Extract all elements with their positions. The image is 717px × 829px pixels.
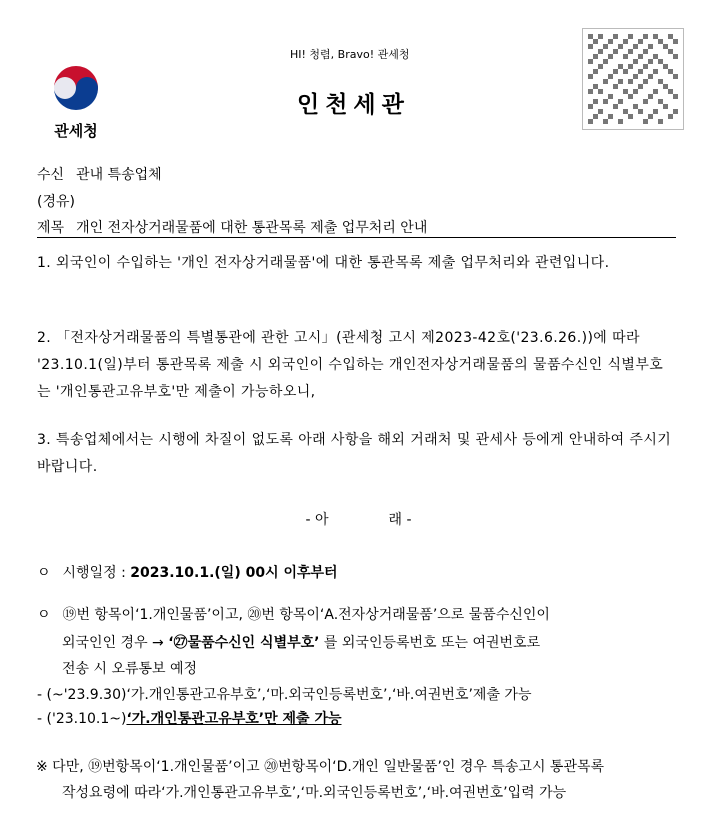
dash-line-2 xyxy=(37,708,342,728)
dash-line-2-date: - ('23.10.1~) xyxy=(37,711,127,727)
schedule-label: 시행일정 : xyxy=(62,565,126,581)
subject-value: 개인 전자상거래물품에 대한 통관목록 제출 업무처리 안내 xyxy=(76,220,428,236)
via-row: (경유) xyxy=(37,194,75,210)
rule-line-2-start: 외국인인 경우 → xyxy=(62,635,164,651)
schedule-value: 2023.10.1.(일) 00시 이후부터 xyxy=(130,565,338,581)
schedule-bullet: ㅇ xyxy=(37,565,51,581)
rule-bullet: ㅇ xyxy=(37,607,51,623)
logo-text: 관세청 xyxy=(54,122,98,140)
schedule-item xyxy=(37,562,338,582)
dash-line-1: - (~'23.9.30)‘가.개인통관고유부호’,‘마.외국인등록번호’,‘바.여권번호’제출 가능 xyxy=(37,687,532,703)
subject-row xyxy=(37,217,427,237)
customs-logo xyxy=(48,62,104,142)
recipient-value: 관내 특송업체 xyxy=(76,167,162,183)
below-heading xyxy=(0,509,717,529)
note-line-2: 작성요령에 따라‘가.개인통관고유부호’,‘마.외국인등록번호’,‘바.여권번호’입력 가능 xyxy=(62,785,567,801)
paragraph-3: 3. 특송업체에서는 시행에 차질이 없도록 아래 사항을 해외 거래처 및 관세사 등에게 안내하여 주시기 바랍니다. xyxy=(37,432,672,475)
subject-label: 제목 xyxy=(37,220,65,236)
qr-code-icon xyxy=(582,28,684,130)
rule-line-1: ⑲번 항목이‘1.개인물품’이고, ⑳번 항목이‘A.전자상거래물품’으로 물품수신인이 xyxy=(62,607,550,623)
rule-line-3: 전송 시 오류통보 예정 xyxy=(62,661,198,677)
dash-line-2-emphasis: ‘가.개인통관고유부호’만 제출 가능 xyxy=(126,711,342,727)
below-heading-right: 래 - xyxy=(388,512,412,528)
recipient-label: 수신 xyxy=(37,167,65,183)
subject-divider xyxy=(37,237,676,238)
below-heading-left: - 아 xyxy=(305,512,329,528)
taegeuk-emblem-icon xyxy=(48,62,104,118)
recipient-row xyxy=(37,164,162,184)
agency-name: 인천세관 xyxy=(297,92,410,118)
paragraph-2: 2. 「전자상거래물품의 특별통관에 관한 고시」(관세청 고시 제2023-42호('23.6.26.))에 따라 '23.10.1(일)부터 통관목록 제출 시 외국인이 수입하는 개인전자상거래물품의 물품수신인 식별부호는 '개인통관고유부호'만 제출이 가능하오니, xyxy=(37,330,664,400)
paragraph-1: 1. 외국인이 수입하는 '개인 전자상거래물품'에 대한 통관목록 제출 업무처리와 관련입니다. xyxy=(37,255,610,271)
rule-item-line-2 xyxy=(62,632,540,652)
note-line-1: ※ 다만, ⑲번항목이‘1.개인물품’이고 ⑳번항목이‘D.개인 일반물품’인 경우 특송고시 통관목록 xyxy=(36,759,605,775)
rule-item-line-1 xyxy=(37,604,550,624)
slogan: HI! 청렴, Bravo! 관세청 xyxy=(290,48,410,61)
rule-line-2-bold: ‘㉗물품수신인 식별부호’ xyxy=(168,635,320,651)
rule-line-2-end: 를 외국인등록번호 또는 여권번호로 xyxy=(323,635,541,651)
